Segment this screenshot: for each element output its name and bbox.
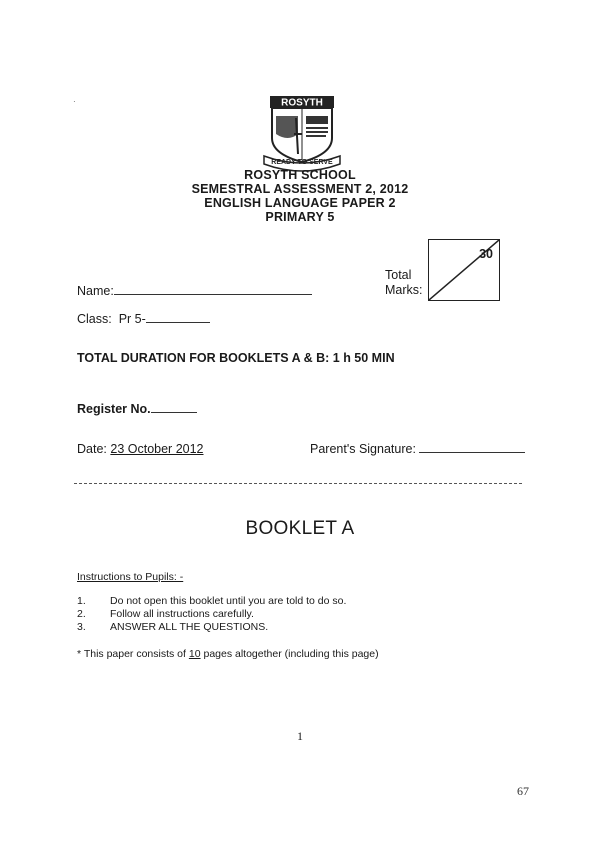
instruction-item: 1. Do not open this booklet until you are told to do so. xyxy=(77,595,347,607)
name-row xyxy=(77,284,312,298)
parent-signature-row xyxy=(310,442,525,456)
date-row xyxy=(77,442,204,456)
register-row xyxy=(77,402,197,416)
crest-banner-text: READY TO SERVE xyxy=(271,159,333,166)
total-label: Total xyxy=(385,268,412,282)
class-row xyxy=(77,312,210,326)
school-name: ROSYTH SCHOOL xyxy=(244,168,356,182)
register-label: Register No. xyxy=(77,402,151,416)
page-count-note: * This paper consists of 10 pages altogether (including this page) xyxy=(77,648,379,660)
school-crest xyxy=(258,94,346,172)
instruction-item: 2. Follow all instructions carefully. xyxy=(77,608,254,620)
level-title: PRIMARY 5 xyxy=(265,210,335,224)
crest-top-text: ROSYTH xyxy=(281,97,323,109)
date-label: Date: xyxy=(77,442,107,456)
booklet-title: BOOKLET A xyxy=(245,518,355,539)
total-marks-box xyxy=(428,239,500,301)
corner-mark: 67 xyxy=(517,784,529,798)
duration-text: TOTAL DURATION FOR BOOKLETS A & B: 1 h 50 MIN xyxy=(77,351,395,365)
instructions-heading: Instructions to Pupils: - xyxy=(77,571,184,583)
class-prefix: Pr 5- xyxy=(118,312,146,326)
parent-signature-line[interactable] xyxy=(419,452,525,453)
name-line[interactable] xyxy=(114,294,312,295)
name-label: Name: xyxy=(77,284,114,298)
class-label: Class: xyxy=(77,312,112,326)
register-line[interactable] xyxy=(151,412,197,413)
date-value: 23 October 2012 xyxy=(110,442,204,456)
instruction-item: 3. ANSWER ALL THE QUESTIONS. xyxy=(77,621,269,633)
class-line[interactable] xyxy=(146,322,210,323)
divider-line xyxy=(74,483,522,484)
parent-signature-label: Parent's Signature: xyxy=(310,442,416,456)
page-number: 1 xyxy=(297,729,303,743)
paper-title: ENGLISH LANGUAGE PAPER 2 xyxy=(204,196,396,210)
marks-label: Marks: xyxy=(385,283,423,297)
scan-speck: · xyxy=(73,97,76,106)
total-marks-value: 30 xyxy=(479,247,493,261)
assessment-title: SEMESTRAL ASSESSMENT 2, 2012 xyxy=(191,182,409,196)
instructions-list xyxy=(77,595,346,634)
